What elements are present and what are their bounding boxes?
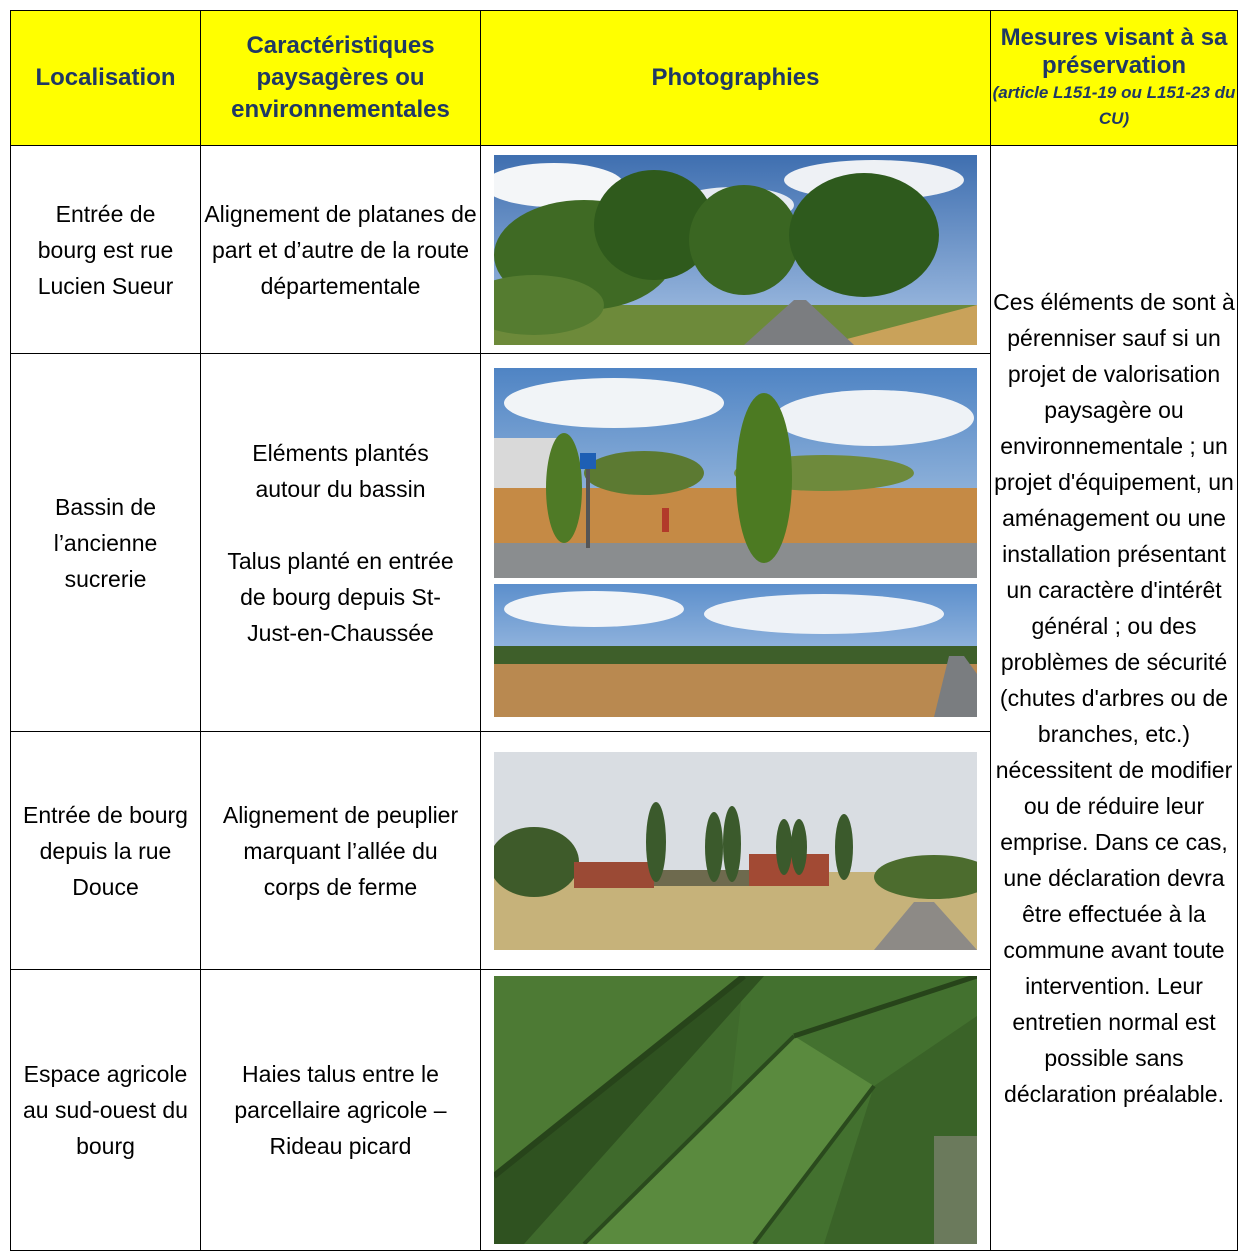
localisation-cell: Bassin de l’ancienne sucrerie bbox=[11, 354, 201, 732]
photo-poplar-alignment bbox=[494, 752, 977, 950]
photo-cell bbox=[481, 354, 991, 732]
header-caracteristiques: Caractéristiques paysagères ou environnementales bbox=[201, 11, 481, 146]
photo-basin-plantings bbox=[494, 368, 977, 578]
header-mesures-reference: (article L151-19 ou L151-23 du CU) bbox=[992, 83, 1236, 128]
header-mesures: Mesures visant à sa préservation (article L151-19 ou L151-23 du CU) bbox=[991, 11, 1238, 146]
caracteristiques-cell: Alignement de peuplier marquant l’allée du corps de ferme bbox=[201, 732, 481, 970]
photo-cell bbox=[481, 732, 991, 970]
photo-plane-trees bbox=[494, 155, 977, 345]
caracteristiques-cell: Alignement de platanes de part et d’autre de la route départementale bbox=[201, 146, 481, 354]
header-row bbox=[11, 11, 1238, 146]
table-row bbox=[11, 146, 1238, 354]
mesures-cell: Ces éléments de sont à pérenniser sauf si un projet de valorisation paysagère ou environnementale ; un projet d'équipement, un aménagement ou une installation présentant un caractère d'intérêt général ; ou des problèmes de sécurité (chutes d'arbres ou de branches, etc.) nécessitent de modifier ou de réduire leur emprise. Dans ce cas, une déclaration devra être effectuée à la commune avant toute intervention. Leur entretien normal est possible sans déclaration préalable. bbox=[991, 146, 1238, 1251]
caracteristiques-cell: Haies talus entre le parcellaire agricole – Rideau picard bbox=[201, 970, 481, 1251]
header-localisation: Localisation bbox=[11, 11, 201, 146]
localisation-cell: Entrée de bourg depuis la rue Douce bbox=[11, 732, 201, 970]
photo-talus-entrance bbox=[494, 584, 977, 717]
photo-cell bbox=[481, 970, 991, 1251]
photo-cell bbox=[481, 146, 991, 354]
photo-aerial-hedges bbox=[494, 976, 977, 1244]
preservation-table bbox=[10, 10, 1238, 1251]
localisation-cell: Entrée de bourg est rue Lucien Sueur bbox=[11, 146, 201, 354]
header-photographies: Photographies bbox=[481, 11, 991, 146]
caracteristiques-cell: Eléments plantés autour du bassin Talus planté en entrée de bourg depuis St-Just-en-Chaussée bbox=[201, 354, 481, 732]
localisation-cell: Espace agricole au sud-ouest du bourg bbox=[11, 970, 201, 1251]
